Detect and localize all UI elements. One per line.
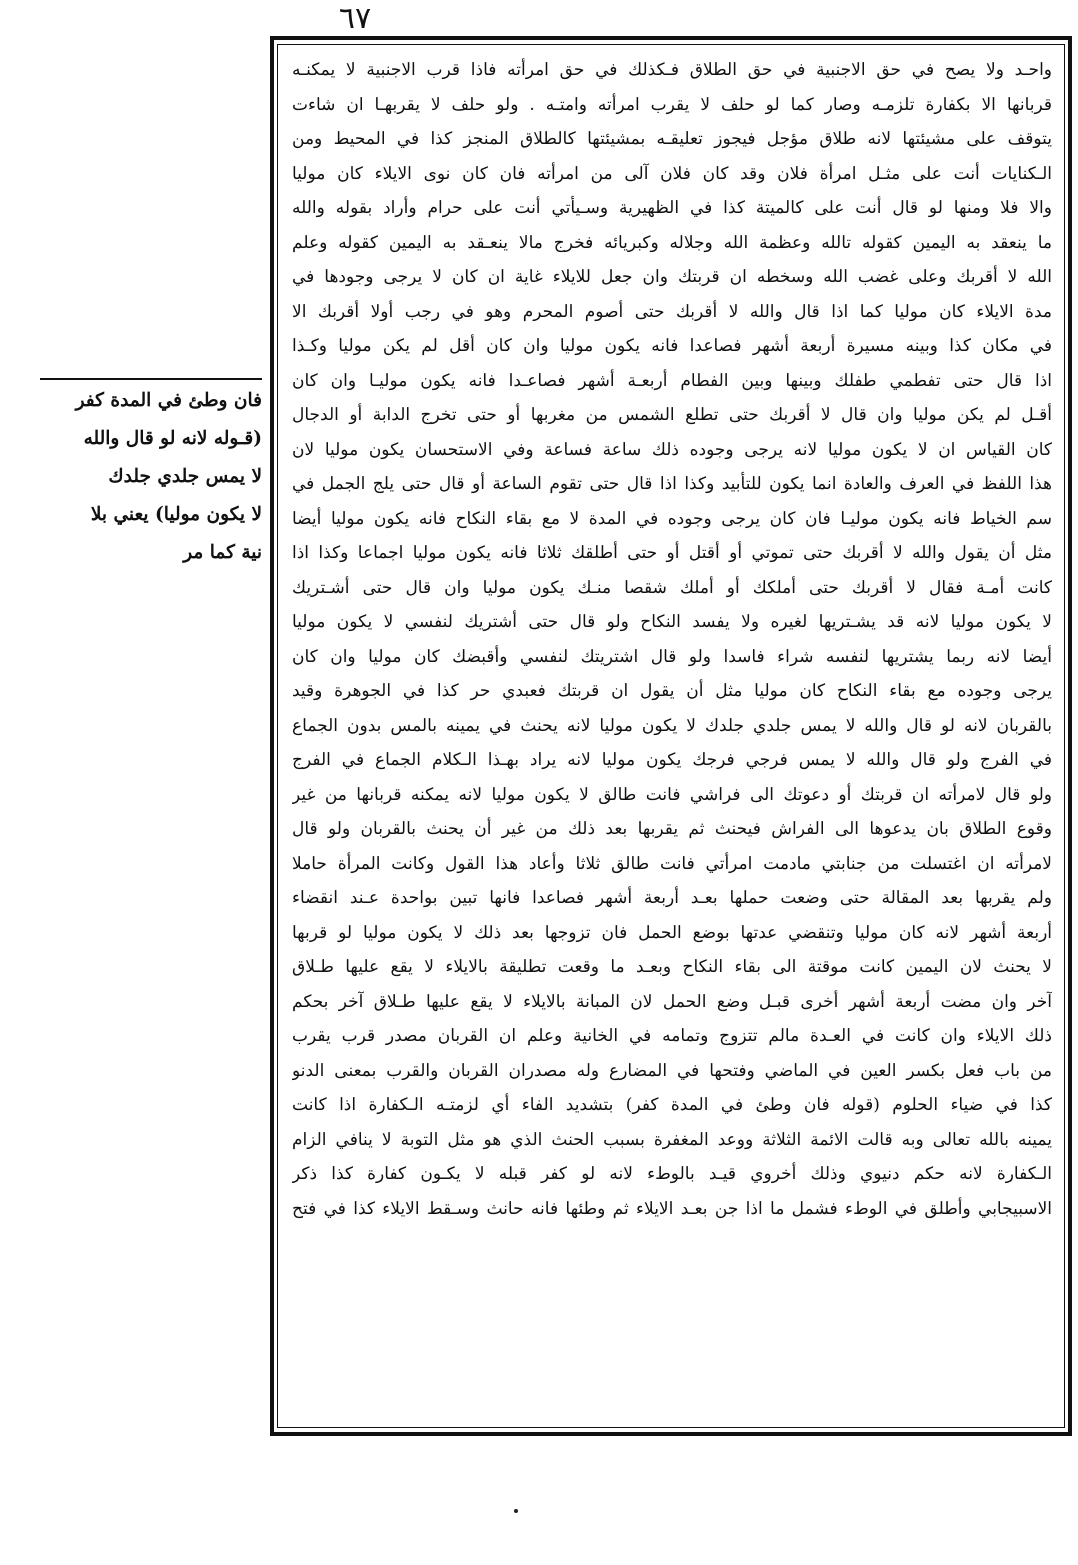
text-line: بالقربان لانه لو قال والله لا يمس جلدي جلدك لا يكون موليا لانه يحنث في يمينه بالمس بدون الجماع [292,715,1052,736]
text-line: في الفرج ولو قال والله لا يمس فرجي فرجك يكون موليا لانه يراد بهـذا الـكلام الجماع في الفرج [292,750,1052,770]
text-line: الاسبيجابي وأطلق في الوطء فشمل ما اذا جن بعـد الايلاء ثم وطئها فانه حانث وسـقط الايلاء كذا في فتح [292,1198,1052,1219]
text-line: يتوقف على مشيئتها لانه طلاق مؤجل فيجوز تعليقـه بمشيئتها كالطلاق المنجز كذا في المحيط ومن [292,129,1052,149]
text-line: وقوع الطلاق بان يدعوها الى الفراش فيحنث ثم يقربها بعد ذلك من غير أن يحنث بالقربان ولو قال [292,819,1052,839]
margin-note-line: لا يمس جلدي جلدك [108,466,262,487]
text-line: الـكنايات أنت على مثـل امرأة فلان وقد كان فلان آلى من امرأته فان كان نوى الايلاء كان موليا [292,163,1052,184]
margin-note [40,378,262,572]
text-line: هذا اللفظ في العرف والعادة انما يكون للتأبيد وكذا اذا قال حتى تقوم الساعة أو قال حتى يلج الجمل في [292,474,1052,494]
page-frame-inner [277,44,1065,1428]
text-line: ولو قال لامرأته ان قربتك أو دعوتك الى فراشي فانت طالق لا يكون موليا لانه يمكنه قربانها من غير [292,784,1052,805]
text-line: قربانها الا بكفارة تلزمـه وصار كما لو حلف لا يقرب امرأته وامتـه . ولو حلف لا يقربهـا ان شاءت [292,94,1052,115]
text-line: ما ينعقد به اليمين كقوله تالله وعظمة الله وجلاله وكبريائه فخرج مالا ينعـقد به اليمين كقوله وعلم [292,232,1052,253]
text-line: كان القياس ان لا يكون موليا لانه يرجى وجوده ذلك ساعة فساعة وفي الاستحسان يكون موليا لان [292,439,1052,460]
main-text [292,53,1052,1226]
text-line: يرجى وجوده مع بقاء النكاح كان موليا مثل أن يقول ان قربتك فعبدي حر كذا في الجوهرة وقيد [292,681,1052,701]
text-line: لا يكون موليا لانه قد يشـتريها لغيره ولا يفسد النكاح ولو قال حتى أشتريك لنفسي لا يكون موليا [292,612,1052,632]
text-line: كانت أمـة فقال لا أقربك حتى أملكك أو أملك شقصا منـك يكون موليا وان قال حتى أشـتريك [292,577,1052,598]
text-line: والا فلا ومنها لو قال أنت على كالميتة كذا في الظهيرية وسـيأتي أنت على حرام وأراد بقوله والله [292,198,1052,218]
text-line: سم الخياط فانه يكون موليـا فان كان يرجى وجوده في المدة لا مع بقاء النكاح فانه يكون موليا أيضا [292,508,1052,529]
text-line: مدة الايلاء كان موليا كما اذا قال والله لا أقربك حتى أصوم المحرم وهو في رجب أولا أقربك الا [292,301,1052,322]
text-line: آخر وان مضت أربعة أشهر أخرى قبـل وضع الحمل لان المبانة بالايلاء لا يقع عليها طـلاق آخر بحكم [292,991,1052,1012]
stray-dot [514,1509,518,1513]
text-line: الـكفارة لانه حكم دنيوي وذلك أخروي قيـد بالوطء لانه لو كفر قبله لا يكـون كفارة كذا ذكر [292,1164,1052,1184]
page-number: ٦٧ [338,1,372,36]
margin-note-line: (قـوله لانه لو قال والله [83,428,262,449]
margin-note-rule [40,378,262,380]
margin-note-text [40,378,262,572]
text-line: من باب فعل بكسر العين في الماضي وفتحها في المضارع وله مصدران القربان والقرب بمعنى الدنو [292,1060,1052,1081]
margin-note-line: نية كما مر [183,542,262,563]
text-line: لا يحنث لان اليمين كانت موقتة الى بقاء النكاح وبعـد ما وقعت تطليقة بالايلاء لا يقع عليها طـلاق [292,957,1052,977]
text-line: الله لا أقربك وعلى غضب الله وسخطه ان قربتك وان جعل للايلاء غاية ان كان لا يرجى وجودها في [292,267,1052,287]
text-line: أقـل لم يكن موليا وان قال لا أقربك حتى تطلع الشمس من مغربها أو حتى تخرج الدابة أو الدجال [292,405,1052,425]
text-line: اذا قال حتى تفطمي طفلك وبينها وبين الفطام أربعـة أشهر فصاعـدا فانه يكون موليـا وان كان [292,370,1052,391]
text-line: كذا في ضياء الحلوم (قوله فان وطئ في المدة كفر) بتشديد الفاء أي لزمتـه الـكفارة اذا كانت [292,1095,1052,1115]
margin-note-heading: فان وطئ في المدة كفر [75,390,262,411]
margin-note-line: لا يكون موليا) يعني بلا [90,504,262,525]
text-line: أيضا لانه ربما يشتريها لنفسه شراء فاسدا ولو قال اشتريتك لنفسي وأقبضك كان موليا وان كان [292,646,1052,667]
text-line: مثل أن يقول والله لا أقربك حتى تموتي أو أقتل أو حتى أطلقك ثلاثا فانه يكون موليا اجماعا وكذا اذا [292,543,1052,563]
text-line: ولم يقربها بعد المقالة حتى وضعت حملها بعـد أربعة أشهر فصاعدا فانها تبين بواحدة عـند انقضاء [292,888,1052,908]
text-line: واحـد ولا يصح في حق الاجنبية في حق الطلاق فـكذلك في حق امرأته فاذا قرب الاجنبية لا يمكنـه [292,60,1052,80]
text-line: أربعة أشهر لانه كان موليا وتنقضي عدتها بوضع الحمل فان تزوجها بعد ذلك لا يكون موليا لو قربها [292,922,1052,943]
text-line: ذلك الايلاء وان كانت في العـدة مالم تتزوج وتمامه في الخانية وعلم ان القربان مصدر قرب يقرب [292,1026,1052,1046]
text-line: في مكان كذا وبينه مسيرة أربعة أشهر فصاعدا فانه يكون موليا وان كان أقل لم يكن موليا وكـذا [292,336,1052,356]
text-line: يمينه بالله تعالى وبه قالت الائمة الثلاثة ووعد المغفرة بسبب الحنث الذي هو مثل التوبة لا ينافي الزام [292,1129,1052,1150]
text-line: لامرأته ان اغتسلت من جنابتي مادمت امرأتي فانت طالق ثلاثا وأعاد هذا القول وكانت المرأة حاملا [292,853,1052,874]
